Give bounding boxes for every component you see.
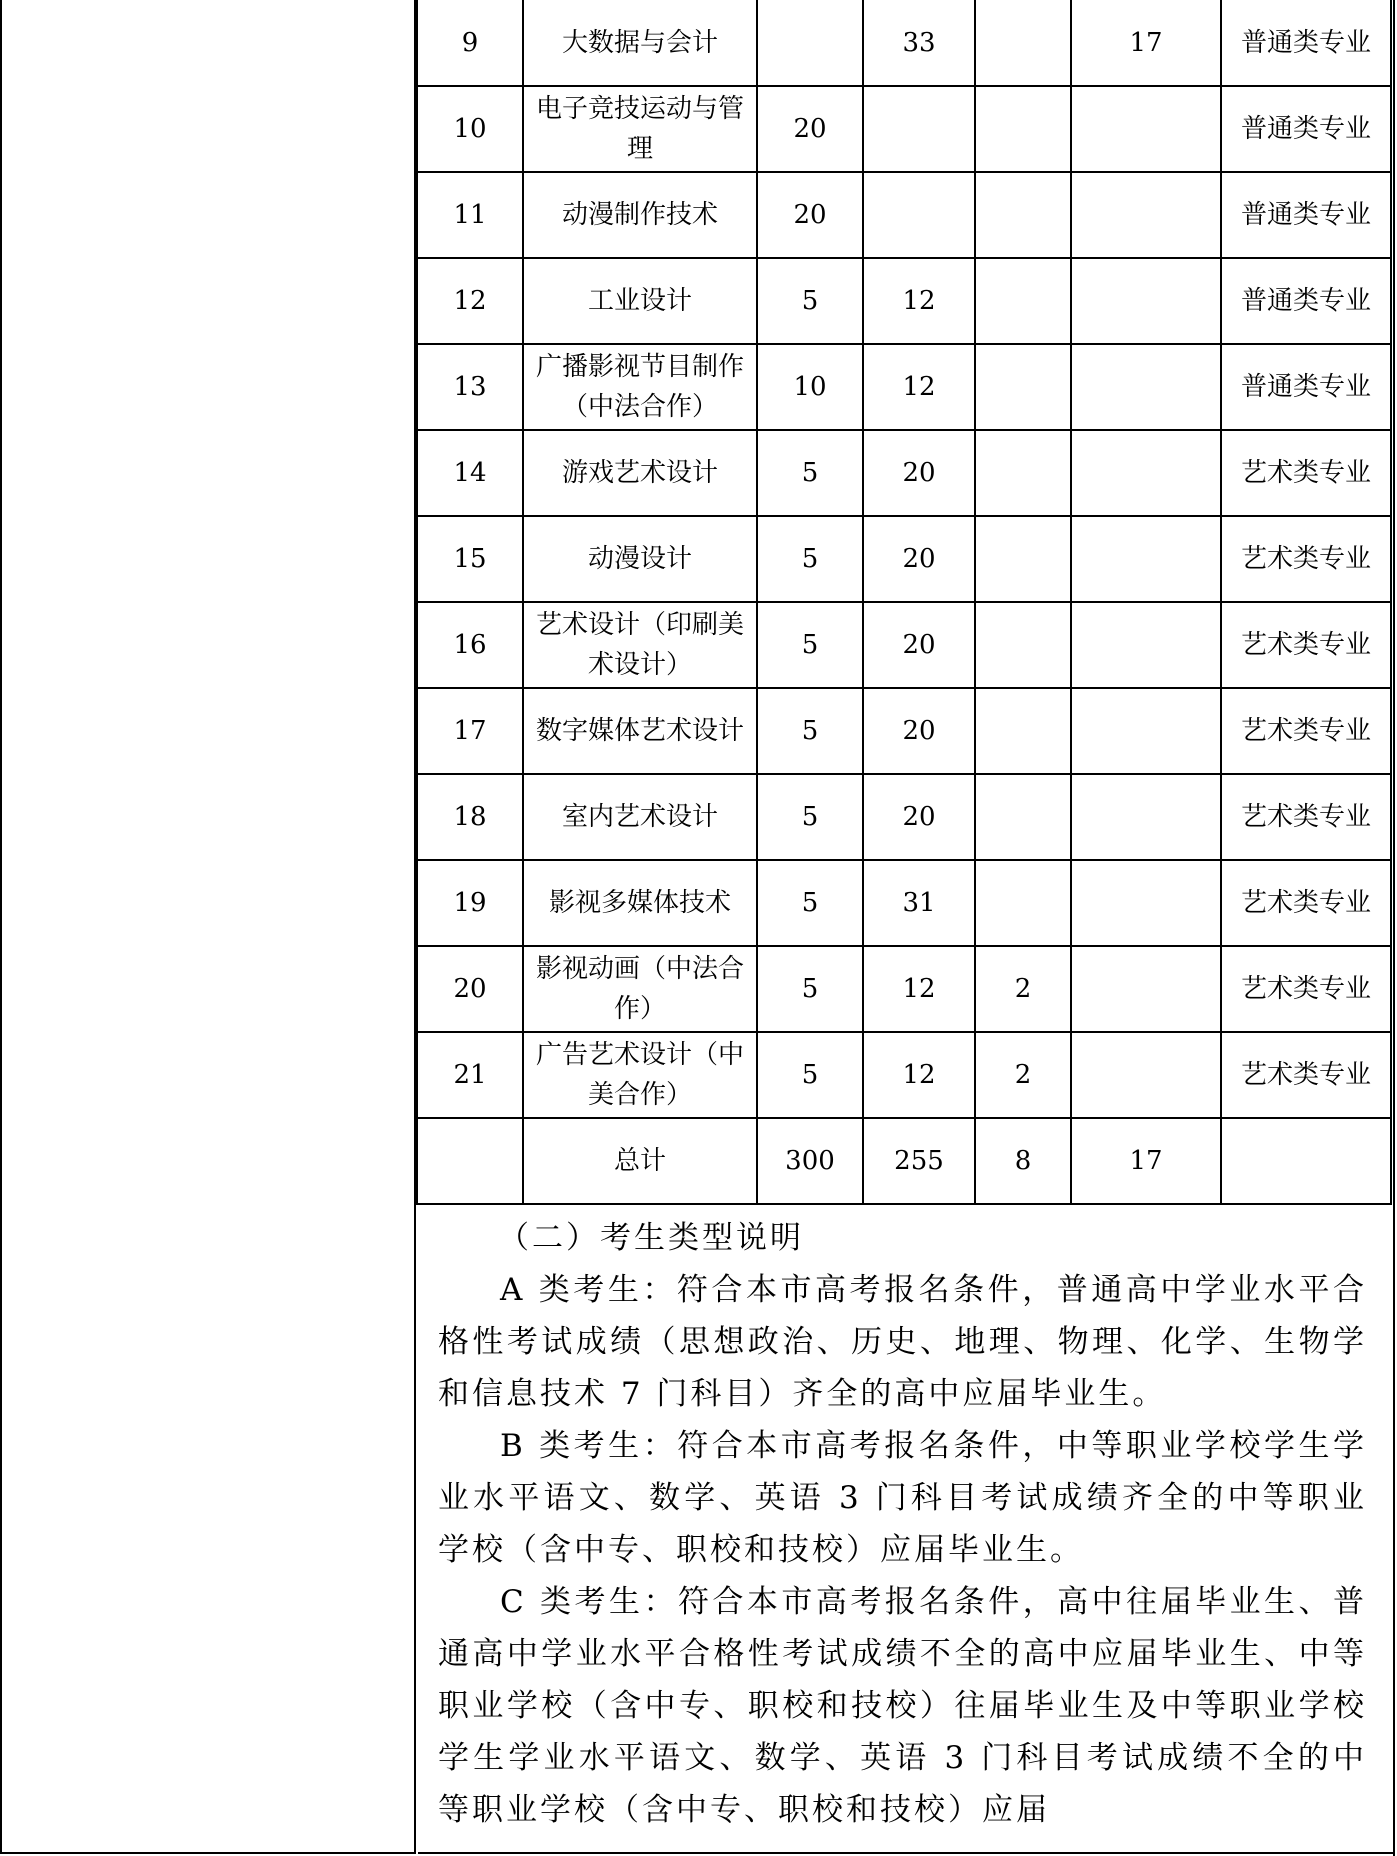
- enrollment-table: [416, 0, 1392, 1205]
- total-major-type-cell: [1221, 1118, 1391, 1204]
- count-a-cell: 20: [757, 172, 863, 258]
- count-c-cell: [975, 602, 1071, 688]
- notes-paragraph-c: C 类考生：符合本市高考报名条件，高中往届毕业生、普通高中学业水平合格性考试成绩不全的高中应届毕业生、中等职业学校（含中专、职校和技校）往届毕业生及中等职业学校学生学业水平语文、数学、英语 3 门科目考试成绩不全的中等职业学校（含中专、职校和技校）应届: [438, 1584, 1367, 1828]
- count-d-cell: [1071, 172, 1221, 258]
- count-c-cell: [975, 516, 1071, 602]
- count-c-cell: 2: [975, 946, 1071, 1032]
- major-type-cell: 艺术类专业: [1221, 946, 1391, 1032]
- count-b-cell: [863, 86, 975, 172]
- count-a-cell: 20: [757, 86, 863, 172]
- major-type-cell: 艺术类专业: [1221, 602, 1391, 688]
- notes-paragraph-a: A 类考生：符合本市高考报名条件，普通高中学业水平合格性考试成绩（思想政治、历史、地理、物理、化学、生物学和信息技术 7 门科目）齐全的高中应届毕业生。: [438, 1272, 1367, 1412]
- count-d-cell: [1071, 258, 1221, 344]
- count-b-cell: 20: [863, 516, 975, 602]
- major-type-cell: 艺术类专业: [1221, 860, 1391, 946]
- count-d-cell: [1071, 430, 1221, 516]
- major-type-cell: 普通类专业: [1221, 0, 1391, 86]
- row-number-cell: 13: [417, 344, 523, 430]
- count-d-cell: [1071, 86, 1221, 172]
- major-name-cell: 电子竞技运动与管理: [523, 86, 757, 172]
- total-major-name-cell: 总计: [523, 1118, 757, 1204]
- total-count-a-cell: 300: [757, 1118, 863, 1204]
- total-count-b-cell: 255: [863, 1118, 975, 1204]
- count-b-cell: 12: [863, 344, 975, 430]
- row-number-cell: 14: [417, 430, 523, 516]
- count-c-cell: [975, 344, 1071, 430]
- count-b-cell: 20: [863, 774, 975, 860]
- major-name-cell: 影视多媒体技术: [523, 860, 757, 946]
- right-border-line: [1393, 0, 1395, 1856]
- total-row-number-cell: [417, 1118, 523, 1204]
- major-type-cell: 普通类专业: [1221, 172, 1391, 258]
- row-number-cell: 17: [417, 688, 523, 774]
- total-count-c-cell: 8: [975, 1118, 1071, 1204]
- count-c-cell: [975, 258, 1071, 344]
- count-b-cell: 33: [863, 0, 975, 86]
- major-type-cell: 艺术类专业: [1221, 1032, 1391, 1118]
- count-a-cell: 5: [757, 688, 863, 774]
- table-row: [417, 602, 1391, 688]
- count-d-cell: [1071, 344, 1221, 430]
- count-c-cell: [975, 688, 1071, 774]
- candidate-type-notes: [418, 1208, 1393, 1854]
- count-b-cell: 12: [863, 946, 975, 1032]
- row-number-cell: 11: [417, 172, 523, 258]
- count-c-cell: [975, 0, 1071, 86]
- count-c-cell: [975, 172, 1071, 258]
- table-row: [417, 0, 1391, 86]
- row-number-cell: 9: [417, 0, 523, 86]
- count-d-cell: 17: [1071, 0, 1221, 86]
- count-d-cell: [1071, 516, 1221, 602]
- table-row: [417, 172, 1391, 258]
- count-d-cell: [1071, 946, 1221, 1032]
- count-b-cell: 31: [863, 860, 975, 946]
- count-a-cell: 10: [757, 344, 863, 430]
- total-count-d-cell: 17: [1071, 1118, 1221, 1204]
- major-type-cell: 普通类专业: [1221, 86, 1391, 172]
- table-row: [417, 516, 1391, 602]
- major-type-cell: 艺术类专业: [1221, 774, 1391, 860]
- count-d-cell: [1071, 688, 1221, 774]
- count-a-cell: 5: [757, 430, 863, 516]
- major-name-cell: 广播影视节目制作（中法合作）: [523, 344, 757, 430]
- table-row: [417, 1032, 1391, 1118]
- count-b-cell: 12: [863, 1032, 975, 1118]
- count-c-cell: [975, 860, 1071, 946]
- count-c-cell: [975, 86, 1071, 172]
- major-name-cell: 动漫制作技术: [523, 172, 757, 258]
- count-d-cell: [1071, 602, 1221, 688]
- table-total-row: [417, 1118, 1391, 1204]
- row-number-cell: 10: [417, 86, 523, 172]
- major-type-cell: 艺术类专业: [1221, 516, 1391, 602]
- major-name-cell: 大数据与会计: [523, 0, 757, 86]
- table-row: [417, 430, 1391, 516]
- count-d-cell: [1071, 860, 1221, 946]
- row-number-cell: 16: [417, 602, 523, 688]
- count-a-cell: 5: [757, 774, 863, 860]
- count-c-cell: [975, 430, 1071, 516]
- count-c-cell: [975, 774, 1071, 860]
- major-name-cell: 室内艺术设计: [523, 774, 757, 860]
- count-c-cell: 2: [975, 1032, 1071, 1118]
- count-a-cell: 5: [757, 258, 863, 344]
- count-a-cell: 5: [757, 516, 863, 602]
- major-type-cell: 普通类专业: [1221, 344, 1391, 430]
- major-name-cell: 动漫设计: [523, 516, 757, 602]
- count-b-cell: 12: [863, 258, 975, 344]
- major-name-cell: 工业设计: [523, 258, 757, 344]
- table-row: [417, 344, 1391, 430]
- count-b-cell: [863, 172, 975, 258]
- count-a-cell: 5: [757, 860, 863, 946]
- major-name-cell: 广告艺术设计（中美合作）: [523, 1032, 757, 1118]
- count-b-cell: 20: [863, 688, 975, 774]
- major-type-cell: 艺术类专业: [1221, 430, 1391, 516]
- table-row: [417, 258, 1391, 344]
- count-a-cell: 5: [757, 602, 863, 688]
- count-a-cell: 5: [757, 1032, 863, 1118]
- major-name-cell: 数字媒体艺术设计: [523, 688, 757, 774]
- notes-heading: （二）考生类型说明: [498, 1220, 804, 1256]
- count-d-cell: [1071, 1032, 1221, 1118]
- major-type-cell: 艺术类专业: [1221, 688, 1391, 774]
- left-blank-column: [0, 0, 416, 1854]
- row-number-cell: 15: [417, 516, 523, 602]
- row-number-cell: 19: [417, 860, 523, 946]
- enrollment-table-body: [417, 0, 1391, 1204]
- row-number-cell: 21: [417, 1032, 523, 1118]
- major-name-cell: 影视动画（中法合作）: [523, 946, 757, 1032]
- count-d-cell: [1071, 774, 1221, 860]
- major-name-cell: 艺术设计（印刷美术设计）: [523, 602, 757, 688]
- count-b-cell: 20: [863, 430, 975, 516]
- table-row: [417, 774, 1391, 860]
- major-type-cell: 普通类专业: [1221, 258, 1391, 344]
- notes-paragraph-b: B 类考生：符合本市高考报名条件，中等职业学校学生学业水平语文、数学、英语 3 门科目考试成绩齐全的中等职业学校（含中专、职校和技校）应届毕业生。: [438, 1428, 1367, 1568]
- count-a-cell: 5: [757, 946, 863, 1032]
- table-row: [417, 860, 1391, 946]
- table-row: [417, 688, 1391, 774]
- table-row: [417, 86, 1391, 172]
- count-a-cell: [757, 0, 863, 86]
- row-number-cell: 20: [417, 946, 523, 1032]
- major-name-cell: 游戏艺术设计: [523, 430, 757, 516]
- table-row: [417, 946, 1391, 1032]
- row-number-cell: 18: [417, 774, 523, 860]
- row-number-cell: 12: [417, 258, 523, 344]
- count-b-cell: 20: [863, 602, 975, 688]
